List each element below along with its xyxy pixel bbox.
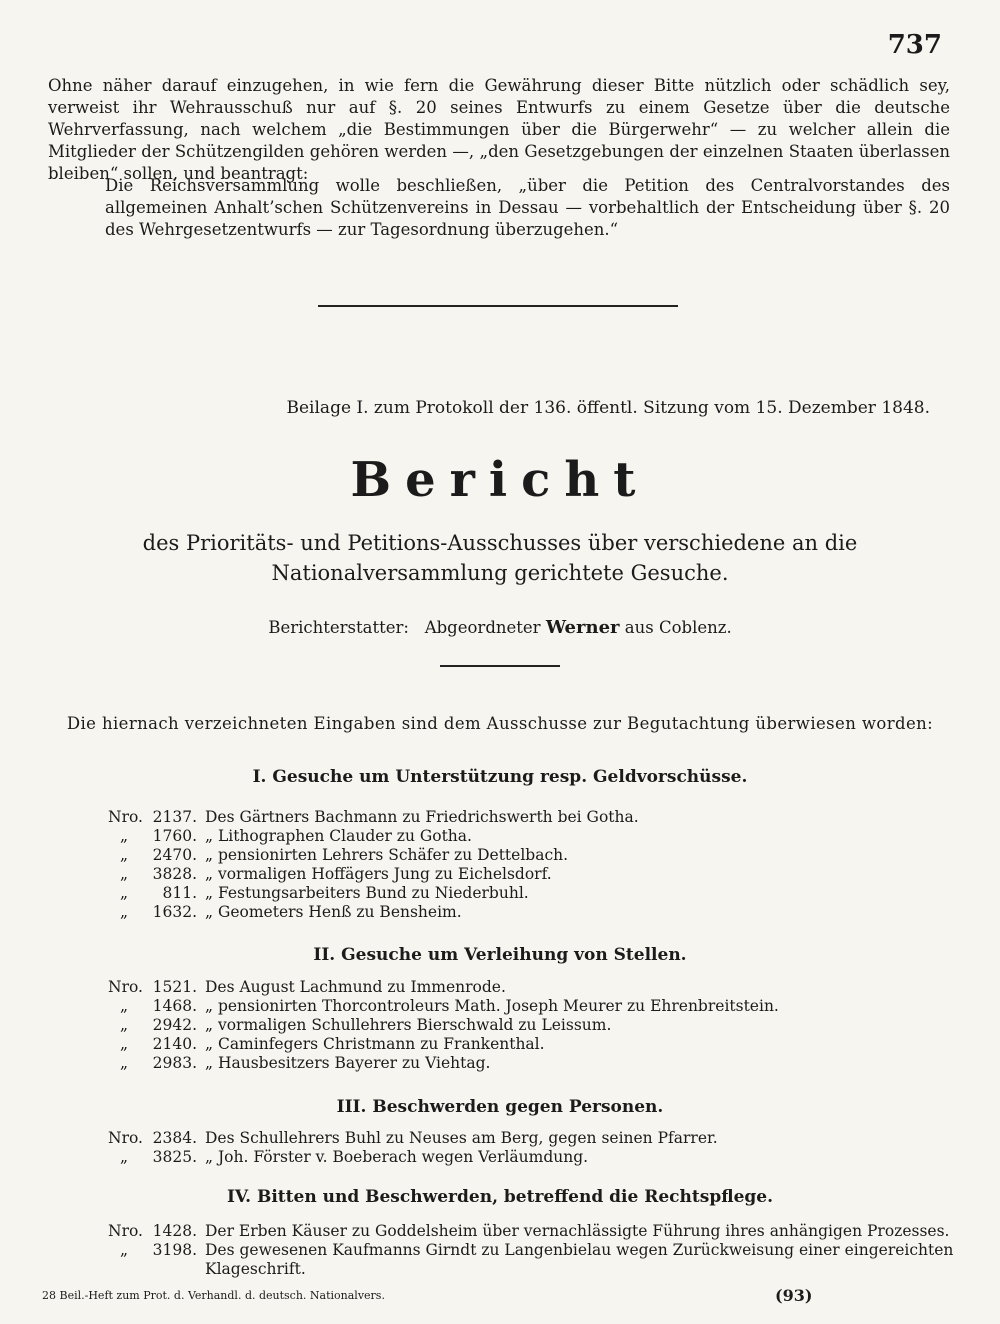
entry-prefix: „ xyxy=(120,1241,129,1259)
report-subtitle: des Prioritäts- und Petitions-Ausschusses über verschiedene an die Nationalversammlung gerichtete Gesuche. xyxy=(142,531,858,585)
intro-line: Die hiernach verzeichneten Eingaben sind dem Ausschusse zur Begutachtung überwiesen worden: xyxy=(66,714,934,733)
divider-top xyxy=(318,305,678,307)
section-heading: I. Gesuche um Unterstützung resp. Geldvorschüsse. xyxy=(252,767,748,787)
entry-number: 1760. xyxy=(152,827,197,845)
entry-prefix: „ xyxy=(120,997,129,1015)
list-item xyxy=(0,1148,1000,1167)
section-heading: IV. Bitten und Beschwerden, betreffend die Rechtspflege. xyxy=(226,1187,774,1207)
page-number: 737 xyxy=(887,30,942,60)
entry-text: Des August Lachmund zu Immenrode. xyxy=(205,978,506,996)
entry-number: 1468. xyxy=(152,997,197,1015)
entry-prefix: Nro. xyxy=(108,1222,143,1240)
section-heading: II. Gesuche um Verleihung von Stellen. xyxy=(313,945,687,965)
entry-number: 3825. xyxy=(152,1148,197,1166)
entry-text: Des Gärtners Bachmann zu Friedrichswerth bei Gotha. xyxy=(205,808,639,826)
list-item xyxy=(0,846,1000,865)
entry-number: 2470. xyxy=(152,846,197,864)
entry-prefix: „ xyxy=(120,884,129,902)
entry-prefix: Nro. xyxy=(108,1129,143,1147)
entry-list xyxy=(0,1129,1000,1167)
entry-prefix: „ xyxy=(120,903,129,921)
folio-number: (93) xyxy=(775,1286,813,1305)
entry-text: „ Caminfegers Christmann zu Frankenthal. xyxy=(205,1035,545,1053)
entry-prefix: „ xyxy=(120,1054,129,1072)
entry-text: „ Lithographen Clauder zu Gotha. xyxy=(205,827,472,845)
motion-paragraph: Die Reichsversammlung wolle beschließen, „über die Petition des Centralvorstandes des allgemeinen Anhalt’schen Schützenvereins in Dessau — vorbehaltlich der Entscheidung über §. 20 des Wehrgesetzentwurfs — zur Tagesordnung überzugehen.“ xyxy=(105,176,950,239)
entry-number: 1428. xyxy=(152,1222,197,1240)
entry-list xyxy=(0,1222,1000,1279)
entry-text: Des Schullehrers Buhl zu Neuses am Berg, gegen seinen Pfarrer. xyxy=(205,1129,718,1147)
entry-prefix: „ xyxy=(120,827,129,845)
entry-list xyxy=(0,978,1000,1073)
list-item xyxy=(0,1054,1000,1073)
footer-signature: 28 Beil.-Heft zum Prot. d. Verhandl. d. deutsch. Nationalvers. xyxy=(42,1289,385,1302)
entry-number: 1521. xyxy=(152,978,197,996)
entry-prefix: „ xyxy=(120,846,129,864)
entry-text: Des gewesenen Kaufmanns Girndt zu Langenbielau wegen Zurückweisung einer eingereichten xyxy=(205,1241,954,1259)
entry-text: „ Festungsarbeiters Bund zu Niederbuhl. xyxy=(205,884,529,902)
reporter-line xyxy=(0,617,1000,638)
list-item xyxy=(0,808,1000,827)
entry-text: „ pensionirten Lehrers Schäfer zu Dettelbach. xyxy=(205,846,569,864)
entry-prefix: „ xyxy=(120,1016,129,1034)
list-item xyxy=(0,1260,1000,1279)
entry-number: 2140. xyxy=(152,1035,197,1053)
body-paragraph: Ohne näher darauf einzugehen, in wie fern die Gewährung dieser Bitte nützlich oder schädlich sey, verweist ihr Wehrausschuß nur auf §. 20 seines Entwurfs zu einem Gesetze über die deutsche Wehrverfassung, nach welchem „die Bestimmungen über die Bürgerwehr“ — zu welcher allein die Mitglieder der Schützengilden gehören werden —, „den Gesetzgebungen der einzelnen Staaten überlassen bleiben“ sollen, und beantragt: xyxy=(48,76,950,183)
entry-prefix: „ xyxy=(120,1035,129,1053)
entry-number: 1632. xyxy=(152,903,197,921)
supplement-line: Beilage I. zum Protokoll der 136. öffentl. Sitzung vom 15. Dezember 1848. xyxy=(286,398,930,418)
entry-number: 811. xyxy=(162,884,197,902)
entry-number: 3198. xyxy=(152,1241,197,1259)
list-item xyxy=(0,827,1000,846)
list-item xyxy=(0,1035,1000,1054)
reporter-name: Werner xyxy=(545,617,620,638)
entry-text: Klageschrift. xyxy=(205,1260,306,1278)
list-item xyxy=(0,978,1000,997)
list-item xyxy=(0,1241,1000,1260)
entry-text: „ vormaligen Schullehrers Bierschwald zu Leissum. xyxy=(205,1016,612,1034)
entry-text: „ vormaligen Hoffägers Jung zu Eichelsdorf. xyxy=(205,865,552,883)
list-item xyxy=(0,865,1000,884)
list-item xyxy=(0,997,1000,1016)
entry-prefix: „ xyxy=(120,865,129,883)
entry-number: 2384. xyxy=(152,1129,197,1147)
list-item xyxy=(0,1016,1000,1035)
report-title: Bericht xyxy=(350,452,650,508)
entry-text: „ Joh. Förster v. Boeberach wegen Verläumdung. xyxy=(205,1148,589,1166)
entry-text: Der Erben Käuser zu Goddelsheim über vernachlässigte Führung ihres anhängigen Prozesses. xyxy=(205,1222,950,1240)
reporter-pre: Abgeordneter xyxy=(424,618,541,637)
section-heading: III. Beschwerden gegen Personen. xyxy=(336,1097,664,1117)
reporter-post: aus Coblenz. xyxy=(624,618,732,637)
entry-number: 2983. xyxy=(152,1054,197,1072)
entry-text: „ Hausbesitzers Bayerer zu Viehtag. xyxy=(205,1054,491,1072)
entry-number: 3828. xyxy=(152,865,197,883)
entry-text: „ Geometers Henß zu Bensheim. xyxy=(205,903,462,921)
entry-prefix: Nro. xyxy=(108,808,143,826)
entry-prefix: Nro. xyxy=(108,978,143,996)
entry-prefix: „ xyxy=(120,1148,129,1166)
list-item xyxy=(0,903,1000,922)
entry-number: 2942. xyxy=(152,1016,197,1034)
list-item xyxy=(0,1222,1000,1241)
divider-small xyxy=(440,665,560,667)
list-item xyxy=(0,1129,1000,1148)
list-item xyxy=(0,884,1000,903)
entry-number: 2137. xyxy=(152,808,197,826)
entry-text: „ pensionirten Thorcontroleurs Math. Joseph Meurer zu Ehrenbreitstein. xyxy=(205,997,779,1015)
reporter-label: Berichterstatter: xyxy=(268,618,409,637)
entry-list xyxy=(0,808,1000,922)
